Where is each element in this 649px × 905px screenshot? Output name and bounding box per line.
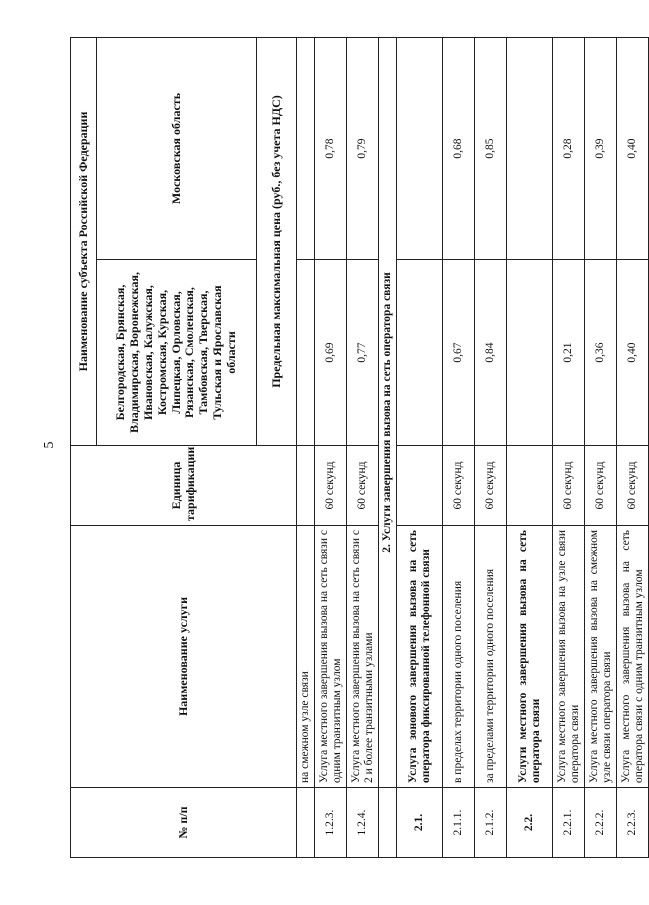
row-unit: 60 секунд bbox=[585, 446, 617, 526]
table-row bbox=[315, 38, 347, 858]
row-service: на смежном узле связи bbox=[297, 526, 315, 788]
row-price-region-group: 0,40 bbox=[617, 260, 649, 446]
row-price-region-group: 0,36 bbox=[585, 260, 617, 446]
row-price-moscow-region bbox=[507, 38, 553, 260]
row-unit bbox=[297, 446, 315, 526]
table-body bbox=[297, 38, 649, 858]
row-service: Услуги местного завершения вызова на сеть оператора связи bbox=[507, 526, 553, 788]
header-region-group: Белгородская, Брянская, Владимирская, Воронежская, Ивановская, Калужская, Костромская, Курская, Липецкая, Орловская, Рязанская, Смоленская, Тамбовская, Тверская, Тульская и Ярославская области bbox=[97, 260, 257, 446]
row-num: 2.1. bbox=[397, 788, 443, 858]
table-row bbox=[297, 38, 315, 858]
row-price-region-group: 0,84 bbox=[475, 260, 507, 446]
header-moscow-region: Московская область bbox=[97, 38, 257, 260]
row-num: 2.2.1. bbox=[553, 788, 585, 858]
row-num bbox=[297, 788, 315, 858]
table-row bbox=[397, 38, 443, 858]
tariff-table bbox=[70, 37, 649, 858]
row-price-moscow-region: 0,39 bbox=[585, 38, 617, 260]
row-service: Услуга зонового завершения вызова на сеть оператора фиксированной телефонной связи bbox=[397, 526, 443, 788]
row-price-moscow-region: 0,79 bbox=[347, 38, 379, 260]
table-row bbox=[507, 38, 553, 858]
header-subject-name: Наименование субъекта Российской Федерации bbox=[71, 38, 97, 446]
header-unit: Единица тарификации bbox=[71, 446, 297, 526]
header-num: № п/п bbox=[71, 788, 297, 858]
row-num: 2.1.1. bbox=[443, 788, 475, 858]
row-num: 2.2. bbox=[507, 788, 553, 858]
header-price: Предельная максимальная цена (руб., без учета НДС) bbox=[257, 38, 297, 446]
row-unit bbox=[397, 446, 443, 526]
row-price-region-group bbox=[507, 260, 553, 446]
row-num: 2.1.2. bbox=[475, 788, 507, 858]
row-price-region-group: 0,69 bbox=[315, 260, 347, 446]
row-price-region-group bbox=[397, 260, 443, 446]
row-unit: 60 секунд bbox=[475, 446, 507, 526]
header-service: Наименование услуги bbox=[71, 526, 297, 788]
row-price-moscow-region bbox=[397, 38, 443, 260]
row-unit: 60 секунд bbox=[617, 446, 649, 526]
row-service: Услуга местного завершения вызова на сеть оператора связи с одним транзитным узлом bbox=[617, 526, 649, 788]
page-number: 5 bbox=[42, 441, 57, 449]
row-price-moscow-region: 0,85 bbox=[475, 38, 507, 260]
row-price-moscow-region bbox=[297, 38, 315, 260]
row-service: Услуга местного завершения вызова на узле связи оператора связи bbox=[553, 526, 585, 788]
row-unit: 60 секунд bbox=[443, 446, 475, 526]
row-service: в пределах территории одного поселения bbox=[443, 526, 475, 788]
row-service: Услуга местного завершения вызова на сеть связи с одним транзитным узлом bbox=[315, 526, 347, 788]
row-price-moscow-region: 0,68 bbox=[443, 38, 475, 260]
row-unit: 60 секунд bbox=[553, 446, 585, 526]
table-row bbox=[553, 38, 585, 858]
row-price-region-group bbox=[297, 260, 315, 446]
row-num: 2.2.3. bbox=[617, 788, 649, 858]
row-unit bbox=[507, 446, 553, 526]
table-row bbox=[347, 38, 379, 858]
row-num: 2.2.2. bbox=[585, 788, 617, 858]
table-row bbox=[585, 38, 617, 858]
row-service: Услуга местного завершения вызова на смежном узле связи оператора связи bbox=[585, 526, 617, 788]
row-service: Услуга местного завершения вызова на сеть связи с 2 и более транзитными узлами bbox=[347, 526, 379, 788]
row-num bbox=[379, 788, 397, 858]
row-price-moscow-region: 0,28 bbox=[553, 38, 585, 260]
table-row bbox=[443, 38, 475, 858]
row-num: 1.2.3. bbox=[315, 788, 347, 858]
section-row bbox=[379, 38, 397, 858]
section-title: 2. Услуги завершения вызова на сеть оператора связи bbox=[379, 38, 397, 788]
row-num: 1.2.4. bbox=[347, 788, 379, 858]
row-price-region-group: 0,67 bbox=[443, 260, 475, 446]
row-unit: 60 секунд bbox=[347, 446, 379, 526]
table-row bbox=[475, 38, 507, 858]
row-price-region-group: 0,21 bbox=[553, 260, 585, 446]
row-price-region-group: 0,77 bbox=[347, 260, 379, 446]
row-service: за пределами территории одного поселения bbox=[475, 526, 507, 788]
rotated-table-container bbox=[70, 38, 645, 858]
row-unit: 60 секунд bbox=[315, 446, 347, 526]
row-price-moscow-region: 0,40 bbox=[617, 38, 649, 260]
table-row bbox=[617, 38, 649, 858]
row-price-moscow-region: 0,78 bbox=[315, 38, 347, 260]
